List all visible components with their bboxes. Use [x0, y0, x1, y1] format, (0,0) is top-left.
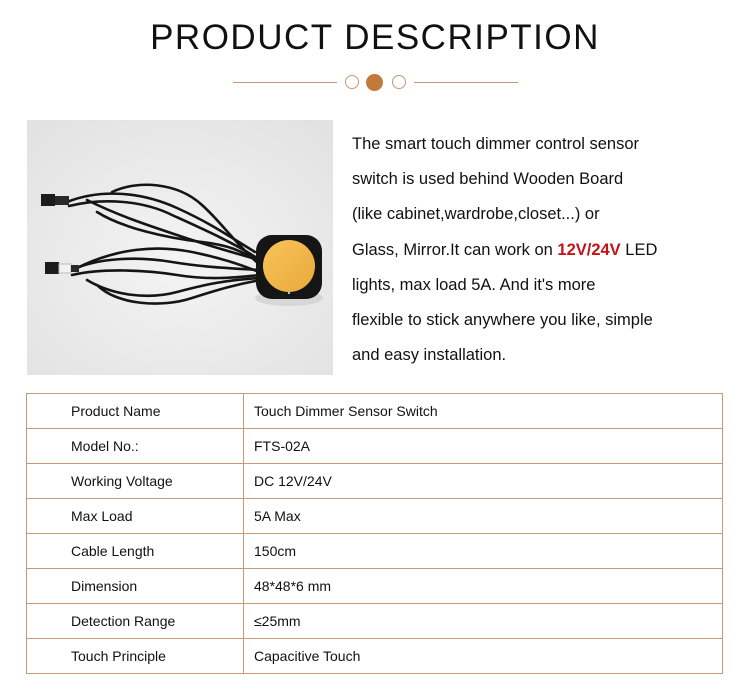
spec-key: Working Voltage: [27, 464, 244, 499]
description-line: and easy installation.: [352, 346, 507, 365]
spec-key: Product Name: [27, 394, 244, 429]
spec-value: Capacitive Touch: [244, 639, 723, 674]
description-line: The smart touch dimmer control sensor: [352, 135, 640, 153]
decor-dot-filled-icon: [366, 74, 383, 91]
spec-value: 48*48*6 mm: [244, 569, 723, 604]
description-line: [352, 233, 742, 268]
spec-key: Cable Length: [27, 534, 244, 569]
table-row: [27, 569, 723, 604]
voltage-highlight: 12V/24V: [557, 240, 621, 259]
spec-value: Touch Dimmer Sensor Switch: [244, 394, 723, 429]
spec-table: [26, 393, 723, 674]
touch-sensor-cable-icon: [27, 120, 333, 375]
product-photo: [27, 120, 333, 375]
product-description: [352, 127, 742, 373]
spec-value: DC 12V/24V: [244, 464, 723, 499]
spec-key: Max Load: [27, 499, 244, 534]
page-title: PRODUCT DESCRIPTION: [150, 18, 600, 57]
description-line-tail: LED: [620, 240, 658, 259]
description-line: flexible to stick anywhere you like, simple: [352, 311, 653, 330]
spec-value: 150cm: [244, 534, 723, 569]
description-line: lights, max load 5A. And it's more: [352, 275, 596, 294]
description-line-text: Glass, Mirror.It can work on: [352, 240, 558, 259]
table-row: [27, 639, 723, 674]
decor-dot-outline-icon: [392, 75, 406, 89]
spec-value: 5A Max: [244, 499, 723, 534]
spec-value: ≤25mm: [244, 604, 723, 639]
divider-left: [233, 82, 337, 83]
spec-value: FTS-02A: [244, 429, 723, 464]
table-row: [27, 429, 723, 464]
table-row: [27, 499, 723, 534]
table-row: [27, 534, 723, 569]
description-line: (like cabinet,wardrobe,closet...) or: [352, 205, 600, 224]
spec-key: Model No.:: [27, 429, 244, 464]
table-row: [27, 604, 723, 639]
spec-key: Touch Principle: [27, 639, 244, 674]
decor-dot-outline-icon: [345, 75, 359, 89]
spec-key: Detection Range: [27, 604, 244, 639]
description-line: switch is used behind Wooden Board: [352, 170, 624, 189]
table-row: [27, 394, 723, 429]
divider-right: [414, 82, 518, 83]
spec-key: Dimension: [27, 569, 244, 604]
table-row: [27, 464, 723, 499]
